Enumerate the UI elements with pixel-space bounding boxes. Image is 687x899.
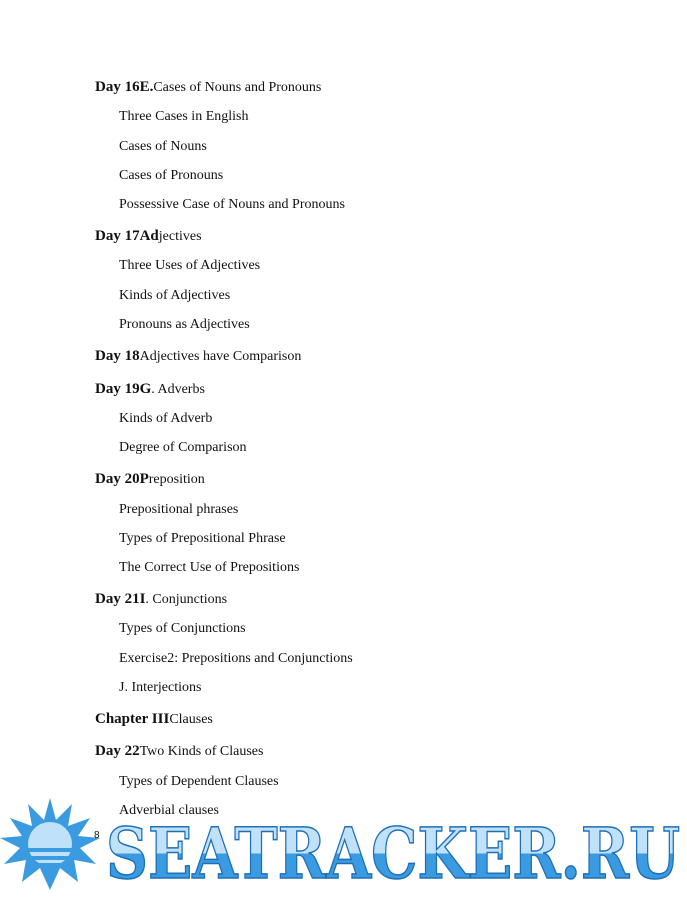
- toc-entry-title: Possessive Case of Nouns and Pronouns: [119, 197, 345, 212]
- toc-entry-title: Types of Dependent Clauses: [119, 774, 279, 789]
- toc-entry-title: jectives: [158, 229, 202, 244]
- toc-heading: [95, 347, 301, 366]
- toc-entry-title: Cases of Pronouns: [119, 168, 224, 183]
- toc-entry-title: Kinds of Adjectives: [119, 288, 231, 303]
- toc-entry-title: Exercise2: Prepositions and Conjunctions: [119, 651, 353, 666]
- toc-entry-title: Cases of Nouns and Pronouns: [153, 80, 322, 95]
- toc-subentry: [119, 287, 230, 305]
- toc-heading-label: Day 18: [95, 348, 140, 364]
- toc-subentry: [119, 108, 248, 126]
- toc-entry-title: J. Interjections: [119, 680, 202, 695]
- watermark-text: SEATRACKER.RU: [106, 812, 680, 895]
- page-number: 8: [94, 830, 100, 841]
- toc-heading-label: Day 17Ad: [95, 228, 159, 244]
- toc-heading-label: Day 16E.: [95, 79, 154, 95]
- toc-subentry: [119, 196, 345, 214]
- toc-heading-label: Day 21I: [95, 591, 146, 607]
- toc-heading: [95, 710, 213, 729]
- toc-entry-title: Pronouns as Adjectives: [119, 317, 250, 332]
- toc-subentry: [119, 773, 279, 791]
- toc-entry-title: Adverbial clauses: [119, 803, 219, 818]
- toc-heading: [95, 470, 205, 489]
- page-footer: [0, 790, 687, 899]
- toc-subentry: [119, 138, 207, 156]
- toc-entry-title: Two Kinds of Clauses: [139, 744, 264, 759]
- toc-entry-title: Clauses: [169, 712, 213, 727]
- toc-heading-label: Chapter III: [95, 711, 170, 727]
- toc-entry-title: Types of Conjunctions: [119, 621, 246, 636]
- toc-entry-title: Cases of Nouns: [119, 139, 207, 154]
- toc-heading: [95, 742, 263, 761]
- toc-subentry: [119, 679, 201, 697]
- toc-heading: [95, 380, 205, 399]
- toc-entry-title: . Adverbs: [151, 382, 205, 397]
- toc-subentry: [119, 257, 260, 275]
- toc-subentry: [119, 650, 353, 668]
- toc-entry-title: Adjectives have Comparison: [139, 349, 302, 364]
- toc-subentry: [119, 410, 212, 428]
- toc-subentry: [119, 559, 299, 577]
- toc-heading: [95, 590, 227, 609]
- toc-entry-title: reposition: [148, 472, 205, 487]
- toc-entry-title: Degree of Comparison: [119, 440, 247, 455]
- toc-entry-title: The Correct Use of Prepositions: [119, 560, 300, 575]
- toc-heading: [95, 227, 202, 246]
- toc-entry-title: Prepositional phrases: [119, 502, 239, 517]
- toc-heading-label: Day 19G: [95, 381, 152, 397]
- sun-icon: [0, 798, 100, 890]
- toc-subentry: [119, 530, 286, 548]
- toc-entry-title: Types of Prepositional Phrase: [119, 531, 286, 546]
- toc-entry-title: Three Cases in English: [119, 109, 249, 124]
- toc-entry-title: Kinds of Adverb: [119, 411, 213, 426]
- toc-entry-title: Three Uses of Adjectives: [119, 258, 261, 273]
- toc-subentry: [119, 316, 250, 334]
- toc-heading-label: Day 20P: [95, 471, 149, 487]
- toc-subentry: [119, 501, 238, 519]
- toc-subentry: [119, 167, 223, 185]
- toc-entry-title: . Conjunctions: [145, 592, 228, 607]
- toc-subentry: [119, 439, 247, 457]
- toc-subentry: [119, 620, 246, 638]
- toc-heading-label: Day 22: [95, 743, 140, 759]
- toc-heading: [95, 78, 321, 97]
- seatracker-watermark-logo: [0, 790, 687, 899]
